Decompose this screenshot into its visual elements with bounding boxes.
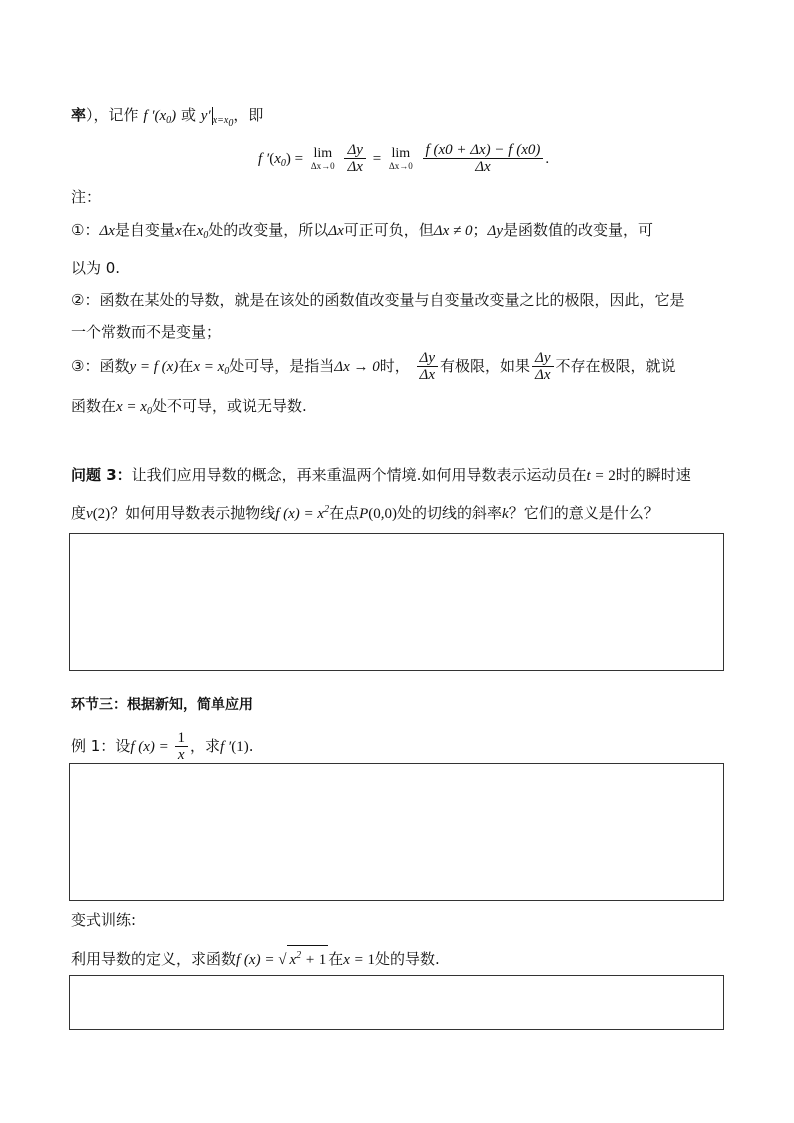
answer-box-variant[interactable] xyxy=(69,975,724,1030)
f-prime-x0: f $'(x_0)$ xyxy=(143,108,177,126)
variant-problem: 利用导数的定义，求函数f (x) = √ $x^2 + 1$ 在x = 1处的导数. xyxy=(71,945,440,970)
limit: lim Δx→0 xyxy=(310,145,335,171)
text: ，即 xyxy=(233,106,264,124)
limit: lim Δx→0 xyxy=(388,145,413,171)
example-1: 例 1：设f (x) = $\frac{1}{x}$ ，求f ′(1). xyxy=(71,730,254,763)
text: 或 xyxy=(180,106,196,124)
fraction-dy-dx: $\frac{\Delta y}{\Delta x}$ xyxy=(344,142,365,175)
note-3-line-2: 函数在$x = x_0$处不可导，或说无导数. xyxy=(71,397,307,417)
note-2-line-1: ②：函数在某处的导数，就是在该处的函数值改变量与自变量改变量之比的极限，因此，它是 xyxy=(71,291,685,309)
text: ），记作 xyxy=(86,106,139,124)
section-3-title: 环节三：根据新知，简单应用 xyxy=(71,697,253,713)
y-prime-eval: y′ $_{x=x_0}$ xyxy=(200,108,234,129)
variant-title: 变式训练: xyxy=(71,911,137,929)
note-3-line-1: ③：函数y = f (x)在$x = x_0$处可导，是指当Δx → 0时， $\frac{\Delta y}{\Delta x}$ 有极限，如果 $\frac{\Delta y}{\Delta x}$ 不存在极限，就说 xyxy=(71,350,676,383)
answer-box-example-1[interactable] xyxy=(69,763,724,901)
note-2-line-2: 一个常数而不是变量； xyxy=(71,323,222,341)
note-1-line-1: ①：Δx是自变量x在$x_0$处的改变量，所以Δx可正可负，但Δx ≠ 0；Δy是函数值的改变量，可 xyxy=(71,221,653,241)
answer-box-question-3[interactable] xyxy=(69,533,724,671)
note-label: 注： xyxy=(71,188,102,206)
question-3-label: 问题 3： xyxy=(71,466,132,484)
derivative-definition-formula: f $'(x_0)$ = lim Δx→0 $\frac{\Delta y}{\Delta x}$ = lim Δx→0 $\frac{f (x0 + \Delta x) - f (x0)}{\Delta x}$ . xyxy=(258,142,550,175)
question-3-line-1: 问题 3：让我们应用导数的概念，再来重温两个情境.如何用导数表示运动员在t = 2时的瞬时速 xyxy=(71,466,691,484)
definition-notation-line xyxy=(71,105,263,134)
fraction-difference-quotient: $\frac{f (x0 + \Delta x) - f (x0)}{\Delta x}$ xyxy=(423,142,544,175)
note-1-line-2: 以为 0. xyxy=(71,259,121,277)
bold-char: 率 xyxy=(71,106,87,124)
question-3-line-2: 度v(2)？如何用导数表示抛物线f $(x) = x^2$在点P(0,0)处的切线的斜率k？它们的意义是什么？ xyxy=(71,504,659,522)
f-prime-x0: f ′ xyxy=(258,151,270,167)
